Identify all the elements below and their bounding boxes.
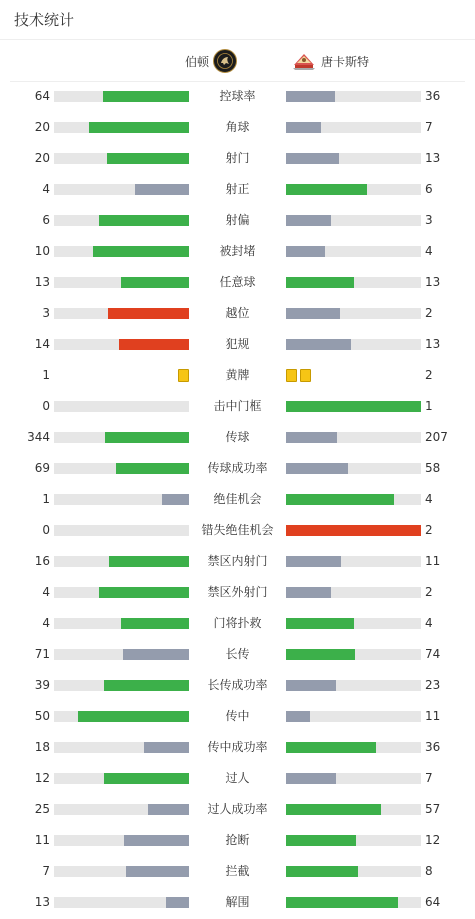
home-bar-track (54, 494, 189, 505)
stat-home-value: 0 (42, 399, 50, 413)
stat-row (0, 205, 475, 236)
home-bar-track (54, 153, 189, 164)
away-bar-fill (286, 525, 421, 536)
home-bar-fill (105, 432, 189, 443)
page-title: 技术统计 (14, 11, 75, 29)
away-bar-fill (286, 773, 336, 784)
stat-away-value: 58 (425, 461, 441, 475)
home-bar-track (54, 432, 189, 443)
stat-home-value: 14 (34, 337, 50, 351)
stat-away-value: 7 (425, 771, 433, 785)
stat-home-value: 6 (42, 213, 50, 227)
home-bar-track (54, 463, 189, 474)
stat-row (0, 236, 475, 267)
home-bar-fill (107, 153, 189, 164)
stat-label: 被封堵 (219, 244, 256, 258)
stat-away-value: 2 (425, 306, 433, 320)
away-bar-track (286, 308, 421, 319)
stat-label: 抢断 (225, 833, 250, 847)
away-bar-track (286, 494, 421, 505)
stat-label: 长传 (225, 647, 250, 661)
stat-row (0, 267, 475, 298)
away-bar-track (286, 804, 421, 815)
away-bar-fill (286, 897, 398, 908)
away-bar-fill (286, 618, 354, 629)
stat-row (0, 143, 475, 174)
home-bar-fill (104, 773, 189, 784)
home-bar-fill (166, 897, 189, 908)
stat-row (0, 329, 475, 360)
home-bar-fill (109, 556, 189, 567)
away-bar-fill (286, 122, 321, 133)
teams-bar (10, 40, 465, 82)
stat-home-value: 1 (42, 368, 50, 382)
stat-away-value: 1 (425, 399, 433, 413)
away-bar-track (286, 432, 421, 443)
stat-home-value: 13 (34, 275, 50, 289)
home-bar-fill (89, 122, 189, 133)
away-bar-track (286, 339, 421, 350)
team-away[interactable] (291, 47, 369, 75)
stat-away-value: 4 (425, 616, 433, 630)
yellow-card-icon (286, 369, 297, 382)
stat-away-value: 12 (425, 833, 441, 847)
burton-crest-icon (213, 49, 237, 73)
stat-row (0, 887, 475, 918)
away-bar-fill (286, 308, 340, 319)
stat-home-value: 69 (34, 461, 50, 475)
stat-away-value: 3 (425, 213, 433, 227)
away-bar-track (286, 773, 421, 784)
stat-label: 角球 (225, 120, 250, 134)
stat-row (0, 81, 475, 112)
team-home[interactable] (185, 47, 237, 75)
home-bar-fill (108, 308, 189, 319)
stat-label: 控球率 (219, 89, 256, 103)
stat-home-value: 16 (34, 554, 50, 568)
away-bar-fill (286, 432, 337, 443)
stat-row (0, 794, 475, 825)
away-bar-track (286, 711, 421, 722)
stat-row (0, 577, 475, 608)
stat-home-value: 64 (34, 89, 50, 103)
away-bar-fill (286, 711, 310, 722)
stat-label: 射门 (225, 151, 250, 165)
stat-away-value: 13 (425, 337, 441, 351)
stat-label: 传中 (225, 709, 250, 723)
away-bar-fill (286, 339, 351, 350)
team-away-name: 唐卡斯特 (321, 54, 370, 69)
away-bar-track (286, 184, 421, 195)
home-bar-fill (162, 494, 189, 505)
away-bar-track (286, 525, 421, 536)
home-bar-fill (78, 711, 189, 722)
home-bar-track (54, 804, 189, 815)
away-bar-fill (286, 587, 331, 598)
home-bar-track (54, 835, 189, 846)
stat-away-value: 2 (425, 368, 433, 382)
stat-away-value: 57 (425, 802, 441, 816)
stat-away-value: 6 (425, 182, 433, 196)
stat-away-value: 13 (425, 275, 441, 289)
home-bar-fill (121, 277, 189, 288)
away-bar-track (286, 401, 421, 412)
away-bar-track (286, 122, 421, 133)
away-bar-fill (286, 91, 335, 102)
stat-row (0, 453, 475, 484)
away-bar-track (286, 277, 421, 288)
stat-home-value: 12 (34, 771, 50, 785)
home-bar-track (54, 866, 189, 877)
stat-label: 传球成功率 (207, 461, 268, 475)
stat-home-value: 11 (34, 833, 50, 847)
stat-home-value: 0 (42, 523, 50, 537)
home-bar-track (54, 184, 189, 195)
stat-home-value: 50 (34, 709, 50, 723)
away-bar-track (286, 153, 421, 164)
stat-away-value: 11 (425, 554, 441, 568)
stat-label: 错失绝佳机会 (201, 523, 274, 537)
yellow-card-icon (300, 369, 311, 382)
stats-list (0, 81, 475, 918)
away-yellow-cards (286, 369, 311, 382)
stats-header (0, 0, 475, 40)
stat-away-value: 4 (425, 492, 433, 506)
away-bar-track (286, 618, 421, 629)
home-bar-fill (93, 246, 189, 257)
stat-label: 过人 (225, 771, 250, 785)
stat-row (0, 639, 475, 670)
stat-label: 击中门框 (213, 399, 262, 413)
stat-home-value: 39 (34, 678, 50, 692)
away-bar-fill (286, 494, 394, 505)
stat-home-value: 25 (34, 802, 50, 816)
stat-row (0, 360, 475, 391)
home-bar-fill (104, 680, 189, 691)
home-bar-track (54, 742, 189, 753)
stat-away-value: 13 (425, 151, 441, 165)
home-bar-fill (135, 184, 189, 195)
stat-row (0, 484, 475, 515)
stat-label: 拦截 (225, 864, 250, 878)
home-bar-track (54, 618, 189, 629)
home-bar-track (54, 587, 189, 598)
stat-row (0, 763, 475, 794)
away-bar-track (286, 649, 421, 660)
home-bar-track (54, 525, 189, 536)
stat-row (0, 825, 475, 856)
away-bar-fill (286, 401, 421, 412)
stat-label: 黄牌 (225, 368, 250, 382)
home-bar-track (54, 680, 189, 691)
stat-home-value: 1 (42, 492, 50, 506)
stat-row (0, 422, 475, 453)
stat-home-value: 4 (42, 182, 50, 196)
stat-away-value: 2 (425, 585, 433, 599)
stat-home-value: 18 (34, 740, 50, 754)
stat-home-value: 4 (42, 585, 50, 599)
doncaster-crest-icon (291, 50, 317, 72)
home-bar-fill (148, 804, 189, 815)
home-bar-fill (144, 742, 189, 753)
home-bar-fill (103, 91, 189, 102)
stat-home-value: 20 (34, 151, 50, 165)
stat-home-value: 20 (34, 120, 50, 134)
stat-label: 绝佳机会 (213, 492, 262, 506)
stat-away-value: 207 (425, 430, 448, 444)
stat-away-value: 4 (425, 244, 433, 258)
stat-row (0, 298, 475, 329)
home-bar-track (54, 277, 189, 288)
stat-label: 犯规 (225, 337, 250, 351)
yellow-card-icon (178, 369, 189, 382)
away-bar-track (286, 866, 421, 877)
away-bar-fill (286, 556, 341, 567)
stat-label: 越位 (225, 306, 250, 320)
stat-label: 长传成功率 (207, 678, 268, 692)
stat-label: 射偏 (225, 213, 250, 227)
away-bar-fill (286, 463, 348, 474)
away-bar-fill (286, 680, 336, 691)
stat-label: 门将扑救 (213, 616, 262, 630)
stat-away-value: 64 (425, 895, 441, 909)
stat-away-value: 2 (425, 523, 433, 537)
stat-row (0, 546, 475, 577)
away-bar-track (286, 91, 421, 102)
away-bar-fill (286, 742, 376, 753)
away-bar-fill (286, 246, 325, 257)
home-bar-fill (99, 215, 189, 226)
stat-away-value: 8 (425, 864, 433, 878)
stat-home-value: 4 (42, 616, 50, 630)
stat-label: 传中成功率 (207, 740, 268, 754)
away-bar-track (286, 835, 421, 846)
away-bar-track (286, 556, 421, 567)
stat-home-value: 13 (34, 895, 50, 909)
home-bar-fill (119, 339, 189, 350)
stat-label: 禁区外射门 (207, 585, 268, 599)
stat-row (0, 701, 475, 732)
away-bar-fill (286, 153, 339, 164)
home-bar-track (54, 401, 189, 412)
stat-row (0, 174, 475, 205)
stat-label: 过人成功率 (207, 802, 268, 816)
stat-row (0, 608, 475, 639)
away-bar-fill (286, 277, 354, 288)
stat-label: 任意球 (219, 275, 256, 289)
home-bar-fill (126, 866, 189, 877)
home-bar-track (54, 649, 189, 660)
stat-away-value: 23 (425, 678, 441, 692)
stat-away-value: 11 (425, 709, 441, 723)
stat-away-value: 74 (425, 647, 441, 661)
away-bar-track (286, 215, 421, 226)
away-bar-fill (286, 215, 331, 226)
stat-home-value: 71 (34, 647, 50, 661)
away-bar-fill (286, 835, 356, 846)
away-bar-fill (286, 649, 355, 660)
team-home-name: 伯顿 (184, 54, 209, 69)
home-yellow-cards (178, 369, 189, 382)
home-bar-track (54, 773, 189, 784)
home-bar-track (54, 897, 189, 908)
away-bar-track (286, 680, 421, 691)
stat-home-value: 344 (27, 430, 50, 444)
stat-label: 传球 (225, 430, 250, 444)
home-bar-track (54, 339, 189, 350)
stat-label: 射正 (225, 182, 250, 196)
stat-home-value: 3 (42, 306, 50, 320)
home-bar-track (54, 91, 189, 102)
stat-row (0, 856, 475, 887)
stat-home-value: 10 (34, 244, 50, 258)
home-bar-track (54, 246, 189, 257)
stat-row (0, 391, 475, 422)
stat-label: 禁区内射门 (207, 554, 268, 568)
stat-away-value: 36 (425, 89, 441, 103)
away-bar-track (286, 587, 421, 598)
away-bar-track (286, 463, 421, 474)
away-bar-fill (286, 866, 358, 877)
home-bar-fill (121, 618, 189, 629)
away-bar-fill (286, 804, 381, 815)
home-bar-track (54, 556, 189, 567)
stat-home-value: 7 (42, 864, 50, 878)
home-bar-fill (99, 587, 189, 598)
home-bar-track (54, 215, 189, 226)
stat-away-value: 7 (425, 120, 433, 134)
away-bar-track (286, 246, 421, 257)
home-bar-track (54, 308, 189, 319)
home-bar-fill (116, 463, 189, 474)
stat-row (0, 515, 475, 546)
away-bar-track (286, 742, 421, 753)
home-bar-track (54, 122, 189, 133)
stat-row (0, 112, 475, 143)
home-bar-track (54, 711, 189, 722)
home-bar-fill (123, 649, 189, 660)
away-bar-fill (286, 184, 367, 195)
home-bar-fill (124, 835, 189, 846)
stat-row (0, 670, 475, 701)
stat-label: 解围 (225, 895, 250, 909)
away-bar-track (286, 897, 421, 908)
stat-away-value: 36 (425, 740, 441, 754)
stat-row (0, 732, 475, 763)
